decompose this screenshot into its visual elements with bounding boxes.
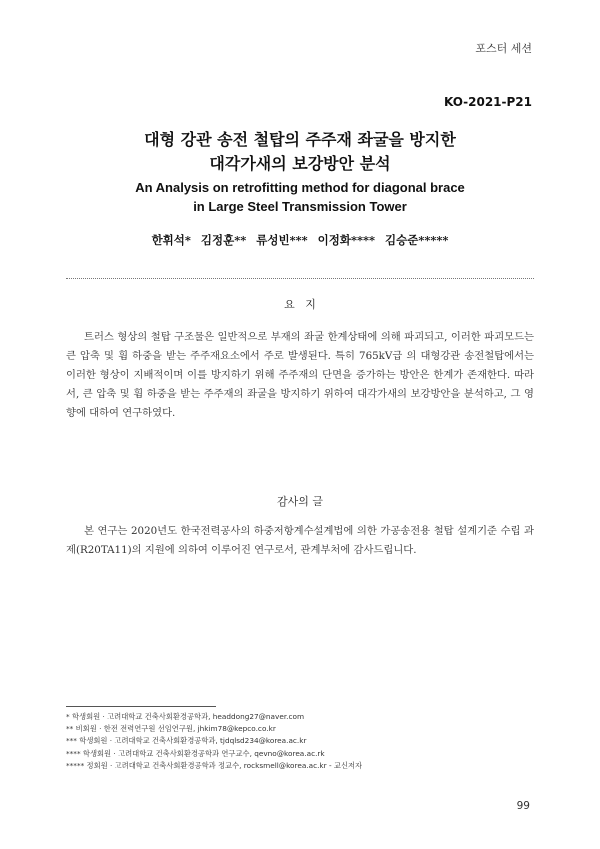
dotted-divider [66,278,534,279]
author-list: 한휘석* 김정훈** 류성빈*** 이정화**** 김승준***** [151,233,449,247]
english-title-line-2: in Large Steel Transmission Tower [193,199,407,214]
korean-title-line-2: 대각가새의 보강방안 분석 [209,154,391,173]
footnote-4: **** 학생회원 · 고려대학교 건축사회환경공학과 연구교수, qevno@korea.ac.rk [66,748,325,758]
abstract-heading: 요 지 [284,298,316,311]
abstract-text: 트러스 형상의 철탑 구조물은 일반적으로 부재의 좌굴 한계상태에 의해 파괴되고, 이러한 파괴모드는 큰 압축 및 휨 하중을 받는 주주재요소에서 주로 발생된다. 특히 765kV급 의 대형강관 송전철탑에서는 이러한 형상이 지배적이며 이를 방지하기 위해 주주재의 단면을 증가하는 방안은 한계가 존재한다. 따라서, 큰 압축 및 휨 하중을 받는 주주재의 좌굴을 방지하기 위하여 대각가새의 보강방안을 분석하고, 그 영향에 대하여 연구하였다. [66,331,534,419]
english-title-line-1: An Analysis on retrofitting method for diagonal brace [135,180,465,195]
footnote-5: ***** 정회원 · 고려대학교 건축사회환경공학과 정교수, rocksmell@korea.ac.kr - 교신저자 [66,760,363,770]
page-number: 99 [516,800,530,812]
footnote-divider [66,706,216,707]
section-tag: 포스터 세션 [475,42,532,55]
footnote-1: * 학생회원 · 고려대학교 건축사회환경공학과, headdong27@naver.com [66,712,305,721]
footnotes [66,711,546,772]
paper-code: KO-2021-P21 [443,95,532,109]
footnote-3: *** 학생회원 · 고려대학교 건축사회환경공학과, tjdqlsd234@korea.ac.kr [66,736,307,746]
acknowledgement-heading: 감사의 글 [276,495,323,508]
korean-title-line-1: 대형 강관 송전 철탑의 주주재 좌굴을 방지한 [144,130,456,149]
footnote-2: ** 비회원 · 한전 전력연구원 선임연구원, jhkim78@kepco.co.kr [66,724,276,734]
acknowledgement-text: 본 연구는 2020년도 한국전력공사의 하중저항계수설계법에 의한 가공송전용 철탑 설계기준 수립 과제(R20TA11)의 지원에 의하여 이루어진 연구로서, 관계부처에 감사드립니다. [66,525,534,556]
